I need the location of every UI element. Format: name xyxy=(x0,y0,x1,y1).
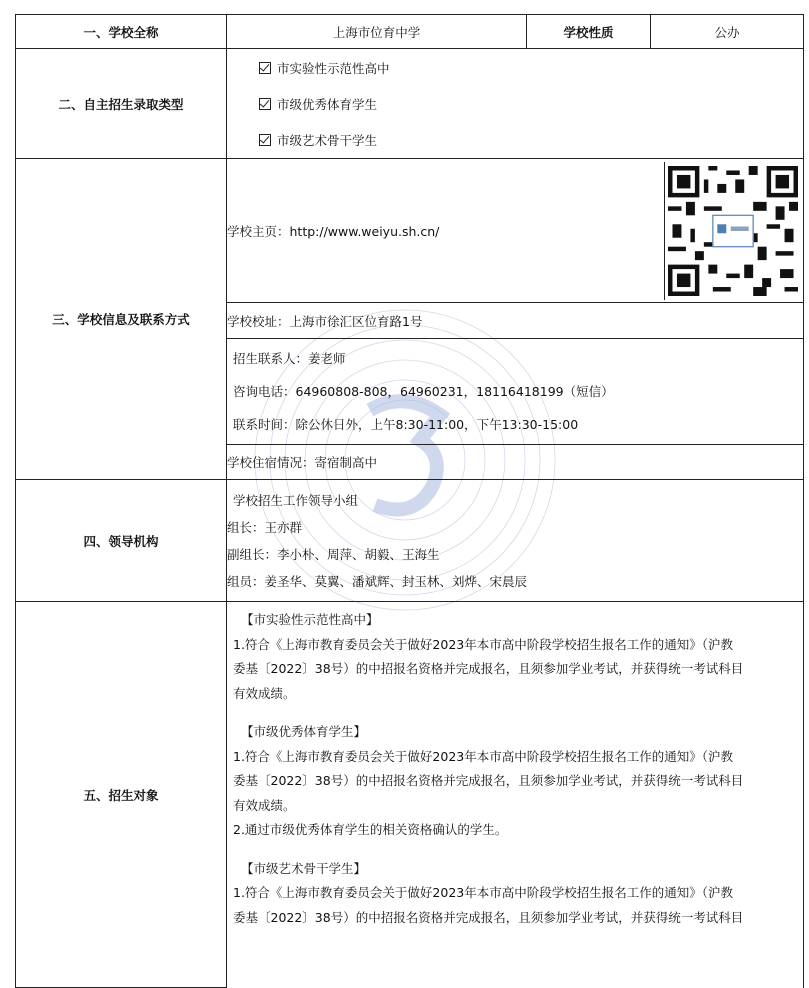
label-school-info: 三、学校信息及联系方式 xyxy=(16,159,227,480)
section-line: 委基〔2022〕38号）的中招报名资格并完成报名，且须参加学业考试，并获得统一考试科目 xyxy=(233,773,744,788)
school-nature-value: 公办 xyxy=(651,15,804,49)
section-line: 有效成绩。 xyxy=(233,685,296,701)
section-line: 1.符合《上海市教育委员会关于做好2023年本市高中阶段学校招生报名工作的通知》（沪教 xyxy=(233,748,733,764)
section-line: 委基〔2022〕38号）的中招报名资格并完成报名，且须参加学业考试，并获得统一考试科目 xyxy=(233,661,744,676)
checked-checkbox-icon xyxy=(259,134,271,146)
row-admission-targets xyxy=(16,602,804,988)
admission-types-list xyxy=(227,49,804,159)
row-school-info xyxy=(16,159,804,303)
label-admission-targets: 五、招生对象 xyxy=(16,602,227,988)
school-name-value: 上海市位育中学 xyxy=(227,15,527,49)
contact-phone: 咨询电话：64960808-808，64960231，18116418199（短信） xyxy=(233,384,614,399)
label-leadership: 四、领导机构 xyxy=(16,480,227,602)
qr-code xyxy=(665,162,804,300)
row-school-name xyxy=(16,15,804,49)
section-line: 有效成绩。 xyxy=(233,797,296,813)
leadership-leader: 组长：王亦群 xyxy=(227,519,303,535)
homepage-text: 学校主页：http://www.weiyu.sh.cn/ xyxy=(227,223,440,239)
admission-type-item: 市实验性示范性高中 xyxy=(227,50,803,86)
section-line: 2.通过市级优秀体育学生的相关资格确认的学生。 xyxy=(233,822,508,837)
row-admission-types xyxy=(16,49,804,159)
checked-checkbox-icon xyxy=(259,62,271,74)
homepage-block xyxy=(227,162,803,300)
leadership-members: 组员：姜圣华、莫翼、潘斌辉、封玉林、刘烨、宋晨辰 xyxy=(227,573,528,589)
admission-type-item: 市级艺术骨干学生 xyxy=(227,122,803,158)
section-line: 委基〔2022〕38号）的中招报名资格并完成报名，且须参加学业考试，并获得统一考试科目 xyxy=(233,909,744,925)
checked-checkbox-icon xyxy=(259,98,271,110)
section-line: 1.符合《上海市教育委员会关于做好2023年本市高中阶段学校招生报名工作的通知》（沪教 xyxy=(233,636,733,652)
section-title: 【市实验性示范性高中】 xyxy=(241,612,379,627)
qr-code-icon xyxy=(668,166,798,296)
leadership-group: 学校招生工作领导小组 xyxy=(233,492,359,508)
section-title: 【市级优秀体育学生】 xyxy=(241,724,367,739)
admission-type-item: 市级优秀体育学生 xyxy=(227,86,803,122)
contact-person: 招生联系人：姜老师 xyxy=(233,351,346,366)
label-school-name: 一、学校全称 xyxy=(16,15,227,49)
contact-hours: 联系时间：除公休日外，上午8:30-11:00，下午13:30-15:00 xyxy=(233,417,579,432)
housing-info: 学校住宿情况：寄宿制高中 xyxy=(227,445,804,480)
label-school-nature: 学校性质 xyxy=(527,15,651,49)
school-address: 学校校址：上海市徐汇区位育路1号 xyxy=(227,303,804,339)
row-leadership xyxy=(16,480,804,602)
section-line: 1.符合《上海市教育委员会关于做好2023年本市高中阶段学校招生报名工作的通知》（沪教 xyxy=(233,885,733,900)
section-title: 【市级艺术骨干学生】 xyxy=(241,860,367,876)
leadership-deputy: 副组长：李小朴、周萍、胡毅、王海生 xyxy=(227,546,440,562)
admission-info-table xyxy=(15,14,804,988)
label-admission-types: 二、自主招生录取类型 xyxy=(16,49,227,159)
